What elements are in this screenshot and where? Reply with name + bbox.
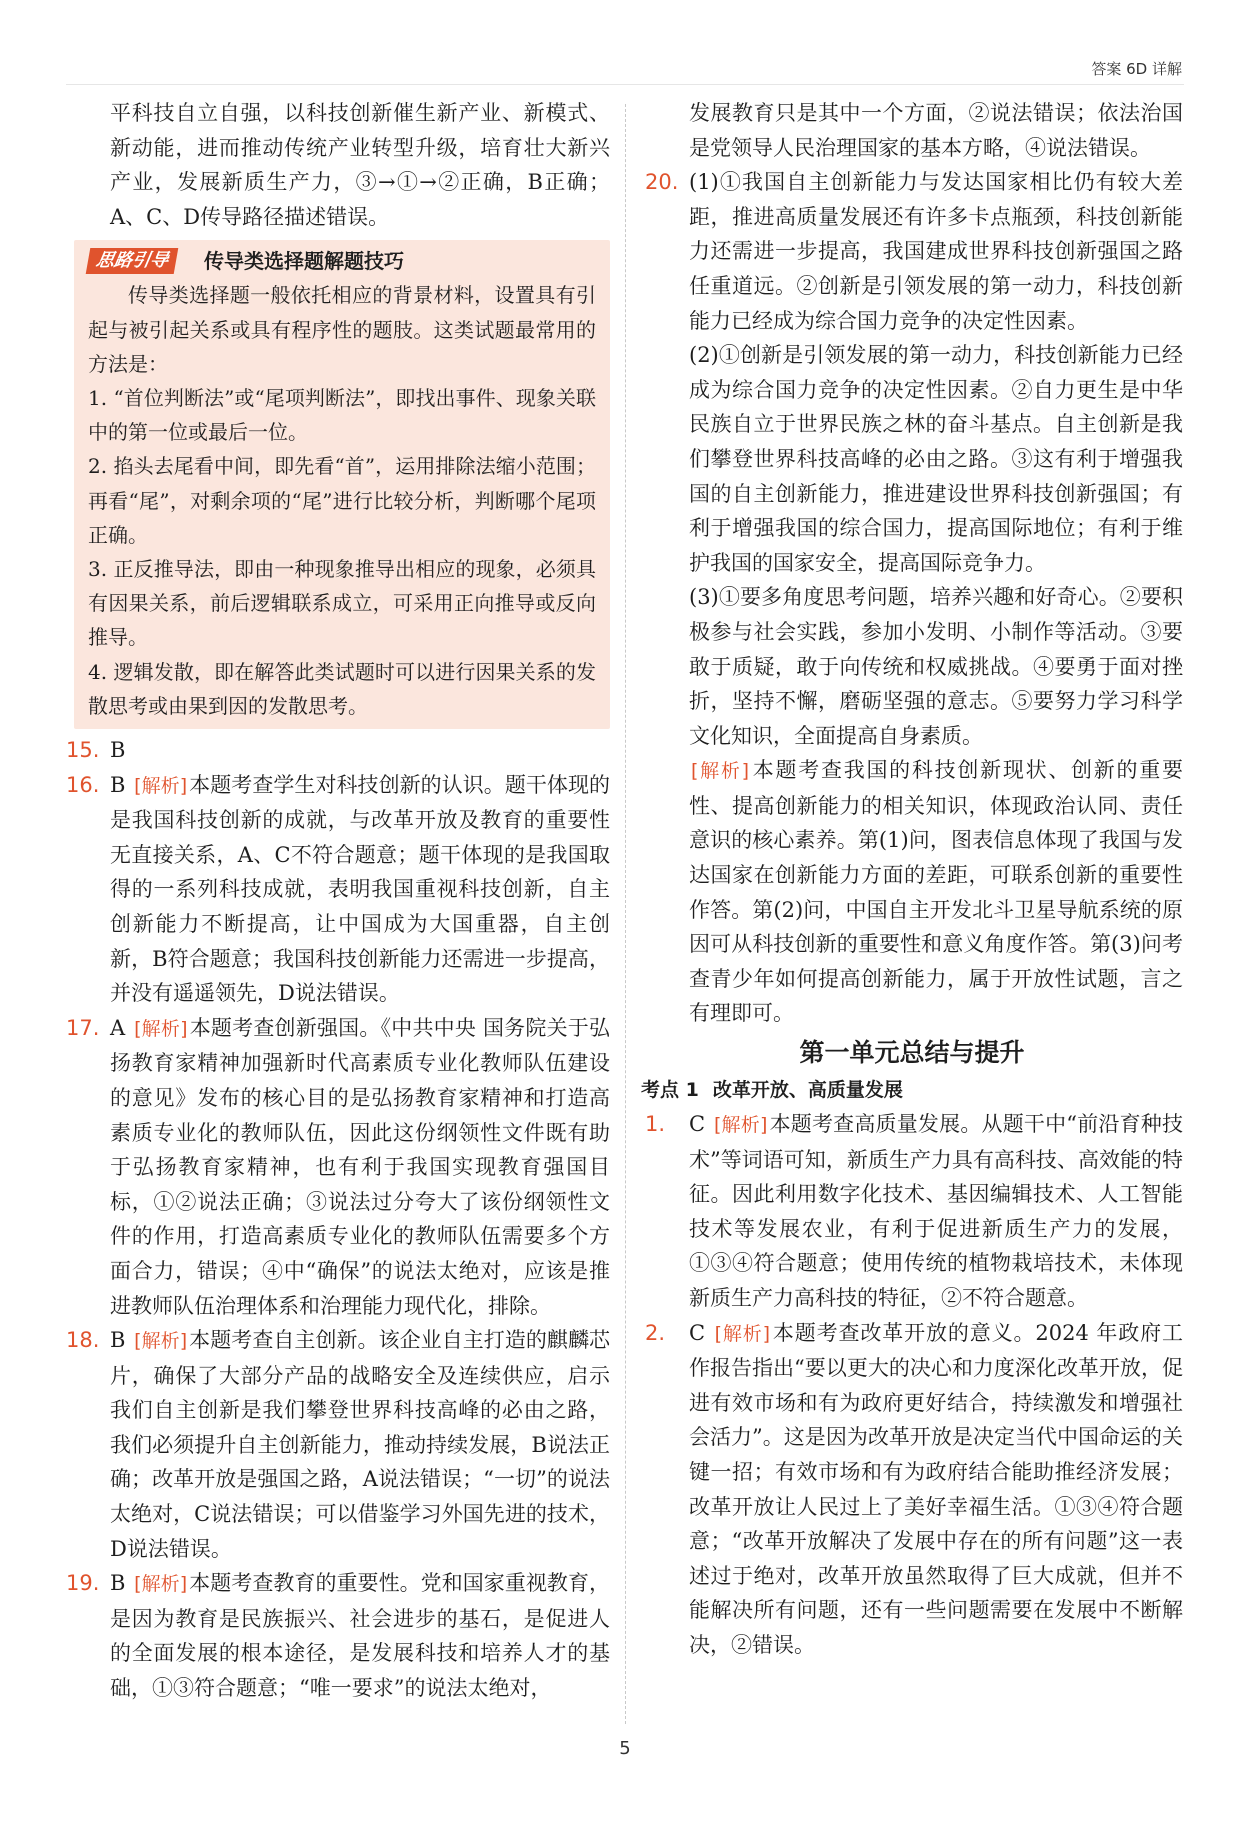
item-number: 20. [645,170,679,195]
section-title: 第一单元总结与提升 [799,1038,1025,1068]
item-answer: A [110,1015,126,1040]
item-analysis: 本题考查学生对科技创新的认识。题干体现的是我国科技创新的成就，与改革开放及教育的重要性无直接关系，A、C不符合题意；题干体现的是我国取得的一系列科技成就，表明我国重视科技创新，自主创新能力不断提高，让中国成为大国重器，自主创新，B符合题意；我国科技创新能力还需进一步提高，并没有遥遥领先，D说法错误。 [110,772,611,1006]
topic-heading [641,1073,1183,1107]
q20-part3: (3)①要多角度思考问题，培养兴趣和好奇心。②要积极参与社会实践，参加小发明、小制作等活动。③要敢于质疑，敢于向传统和权威挑战。④要勇于面对挫折，坚持不懈，磨砺坚强的意志。⑤要努力学习科学文化知识，全面提高自身素质。 [689,585,1183,748]
item-answer: B [110,772,126,797]
analysis-tag: [解析] [714,1322,771,1345]
tip-badge: 思路引导 [86,248,179,274]
analysis-tag: [解析] [134,1330,188,1353]
analysis-tag: [解析] [134,774,188,797]
item-analysis: 本题考查我国的科技创新现状、创新的重要性、提高创新能力的相关知识，体现政治认同、责任意识的核心素养。第(1)问，图表信息体现了我国与发达国家在创新能力方面的差距，可联系创新的重要性作答。第(2)问，中国自主开发北斗卫星导航系统的原因可从科技创新的重要性和意义角度作答。第(3)问考查青少年如何提高创新能力，属于开放性试题，言之有理即可。 [689,758,1183,1026]
topic-title: 改革开放、高质量发展 [712,1079,903,1102]
item-answer: C [689,1320,706,1345]
analysis-tag: [解析] [134,1573,188,1596]
right-column [641,96,1183,1663]
tip-point: 4. 逻辑发散，即在解答此类试题时可以进行因果关系的发散思考或由果到因的发散思考。 [88,659,596,718]
q20-part2: (2)①创新是引领发展的第一动力，科技创新能力已经成为综合国力竞争的决定性因素。②自力更生是中华民族自立于世界民族之林的奋斗基点。自主创新是我们攀登世界科技高峰的必由之路。③这有利于增强我国的自主创新能力，推进建设世界科技创新强国；有利于增强我国的综合国力，提高国际地位；有利于维护我国的国家安全，提高国际竞争力。 [689,343,1183,575]
item-number: 18. [66,1328,100,1353]
tip-intro: 传导类选择题一般依托相应的背景材料，设置具有引起与被引起关系或具有程序性的题肢。这类试题最常用的方法是： [88,283,596,376]
item-number: 1. [645,1112,666,1137]
page-header: 答案 6D 详解 [1091,60,1182,78]
column-divider [625,104,626,1724]
item-number: 16. [66,772,100,797]
item-analysis: 本题考查教育的重要性。党和国家重视教育，是因为教育是民族振兴、社会进步的基石，是促进人的全面发展的根本途径，是发展科技和培养人才的基础，①③符合题意；“唯一要求”的说法太绝对， [110,1571,611,1701]
q20-analysis [689,753,1183,1031]
answer-item-17 [62,1011,610,1323]
item-number: 2. [645,1320,666,1345]
analysis-tag: [解析] [691,760,750,783]
item-answer: C [689,1112,706,1137]
summary-item-1 [641,1107,1183,1316]
q19-continuation: 发展教育只是其中一个方面，②说法错误；依法治国是党领导人民治理国家的基本方略，④说法错误。 [689,101,1183,160]
answer-item-19 [62,1566,610,1705]
left-column [62,96,610,1706]
tip-header [88,244,596,278]
item-number: 17. [66,1015,100,1040]
answer-item-20 [641,165,1183,1031]
q20-part1: (1)①我国自主创新能力与发达国家相比仍有较大差距，推进高质量发展还有许多卡点瓶颈，科技创新能力还需进一步提高，我国建成世界科技创新强国之路任重道远。②创新是引领发展的第一动力，科技创新能力已经成为综合国力竞争的决定性因素。 [689,170,1183,333]
tip-point: 1. “首位判断法”或“尾项判断法”，即找出事件、现象关联中的第一位或最后一位。 [88,385,596,445]
item-analysis: 本题考查改革开放的意义。2024 年政府工作报告指出“要以更大的决心和力度深化改革开放，促进有效市场和有为政府更好结合，持续激发和增强社会活力”。这是因为改革开放是决定当代中国命运的关键一招；有效市场和有为政府结合能助推经济发展；改革开放让人民过上了美好幸福生活。①③④符合题意；“改革开放解决了发展中存在的所有问题”这一表述过于绝对，改革开放虽然取得了巨大成就，但并不能解决所有问题，还有一些问题需要在发展中不断解决，②错误。 [689,1320,1183,1657]
tip-title: 传导类选择题解题技巧 [204,249,404,274]
item-analysis: 本题考查创新强国。《中共中央 国务院关于弘扬教育家精神加强新时代高素质专业化教师队伍建设的意见》发布的核心目的是弘扬教育家精神和打造高素质专业化的教师队伍，因此这份纲领性文件既有助于弘扬教育家精神，也有利于我国实现教育强国目标，①②说法正确；③说法过分夸大了该份纲领性文件的作用，打造高素质专业化的教师队伍需要多个方面合力，错误；④中“确保”的说法太绝对，应该是推进教师队伍治理体系和治理能力现代化，排除。 [110,1015,610,1318]
tip-point: 3. 正反推导法，即由一种现象推导出相应的现象，必须具有因果关系，前后逻辑联系成立，可采用正向推导或反向推导。 [88,557,596,650]
page-number: 5 [619,1738,631,1759]
answer-item-16 [62,768,610,1011]
analysis-tag: [解析] [134,1017,188,1040]
tip-box [74,240,610,729]
item-number: 19. [66,1571,100,1596]
item-analysis: 本题考查自主创新。该企业自主打造的麒麟芯片，确保了大部分产品的战略安全及连续供应，启示我们自主创新是我们攀登世界科技高峰的必由之路，我们必须提升自主创新能力，推动持续发展，B说法正确；改革开放是强国之路，A说法错误；“一切”的说法太绝对，C说法错误；可以借鉴学习外国先进的技术，D说法错误。 [110,1328,611,1561]
answer-item-18 [62,1323,610,1566]
header-rule [66,84,1184,85]
q14-continuation: 平科技自立自强，以科技创新催生新产业、新模式、新动能，进而推动传统产业转型升级，培育壮大新兴产业，发展新质生产力，③→①→②正确，B正确；A、C、D传导路径描述错误。 [110,101,610,229]
summary-item-2 [641,1316,1183,1663]
tip-point: 2. 掐头去尾看中间，即先看“首”，运用排除法缩小范围；再看“尾”，对剩余项的“尾”进行比较分析，判断哪个尾项正确。 [88,454,596,547]
item-analysis: 本题考查高质量发展。从题干中“前沿育种技术”等词语可知，新质生产力具有高科技、高效能的特征。因此利用数字化技术、基因编辑技术、人工智能技术等发展农业，有利于促进新质生产力的发展，①③④符合题意；使用传统的植物栽培技术，未体现新质生产力高科技的特征，②不符合题意。 [689,1112,1184,1310]
answer-item-15 [62,733,610,768]
item-number: 15. [66,738,100,763]
item-answer: B [110,1571,126,1596]
item-answer: B [110,738,126,763]
item-answer: B [110,1328,126,1353]
topic-label: 考点 1 [641,1079,699,1102]
analysis-tag: [解析] [713,1114,768,1137]
